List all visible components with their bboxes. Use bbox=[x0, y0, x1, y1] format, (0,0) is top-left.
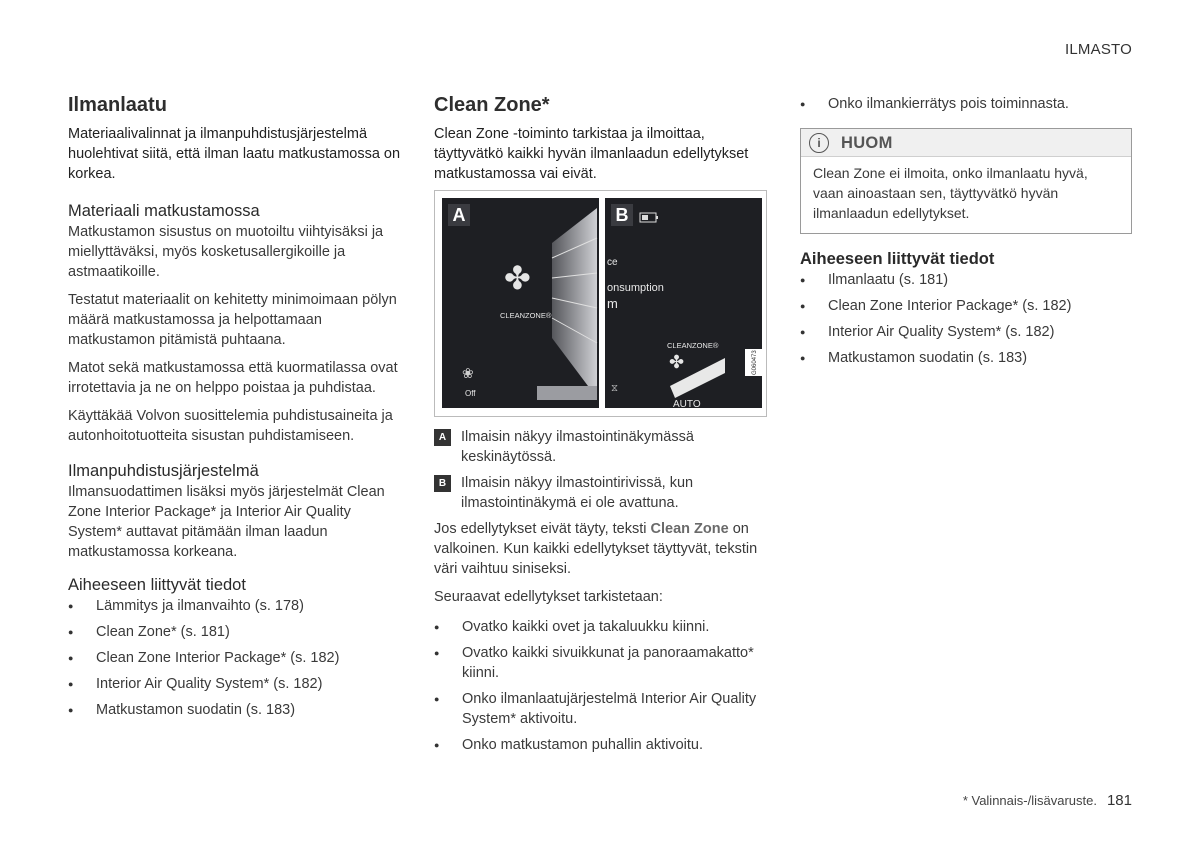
related-link[interactable]: ● Clean Zone Interior Package* (s. 182) bbox=[68, 648, 403, 668]
legend-b bbox=[434, 473, 769, 513]
column-ilmanlaatu bbox=[68, 92, 403, 726]
related-link[interactable]: ● Clean Zone* (s. 181) bbox=[68, 622, 403, 642]
fan-icon: ✤ bbox=[504, 260, 531, 296]
rear-defrost-icon: ⧖ bbox=[611, 383, 619, 394]
intro-paragraph: Materiaalivalinnat ja ilmanpuhdistusjärjestelmä huolehtivat siitä, että ilman laatu matkustamossa on korkea. bbox=[68, 126, 401, 182]
legend-tag-b: B bbox=[434, 475, 451, 492]
figure-code: G060473 bbox=[745, 349, 765, 376]
cleanzone-label-a: CLEANZONE® bbox=[500, 311, 552, 320]
paragraph: Seuraavat edellytykset tarkistetaan: bbox=[434, 589, 663, 605]
column-clean-zone bbox=[434, 92, 769, 761]
panel-tag-a: A bbox=[448, 204, 470, 226]
panel-a-climate-view bbox=[442, 198, 599, 408]
legend-tag-a: A bbox=[434, 429, 451, 446]
conditions-list bbox=[434, 617, 769, 755]
info-icon: i bbox=[809, 133, 829, 153]
paragraph: Matot sekä matkustamossa että kuormatilassa ovat irrotettavia ja ne on helppo poistaa ja puhdistaa. bbox=[68, 360, 398, 396]
related-link[interactable]: ● Interior Air Quality System* (s. 182) bbox=[68, 674, 403, 694]
related-link[interactable]: ● Clean Zone Interior Package* (s. 182) bbox=[800, 296, 1132, 316]
panel-tag-b: B bbox=[611, 204, 633, 226]
off-label: Off bbox=[465, 389, 476, 398]
condition-item: ● Onko ilmankierrätys pois toiminnasta. bbox=[800, 94, 1132, 114]
condition-item: ● Ovatko kaikki sivuikkunat ja panoraamakatto* kiinni. bbox=[434, 643, 769, 683]
auto-label: AUTO bbox=[673, 399, 701, 410]
related-link[interactable]: ● Matkustamon suodatin (s. 183) bbox=[800, 348, 1132, 368]
paragraph: Matkustamon sisustus on muotoiltu viihtyisäksi ja miellyttäväksi, myös kosketusallergikoille ja astmaatikoille. bbox=[68, 224, 384, 280]
related-link[interactable]: ● Ilmanlaatu (s. 181) bbox=[800, 270, 1132, 290]
page-number: 181 bbox=[1106, 792, 1132, 809]
text-fragment: onsumption bbox=[607, 282, 664, 294]
note-header bbox=[801, 129, 1131, 157]
note-body: Clean Zone ei ilmoita, onko ilmanlaatu hyvä, vaan ainoastaan sen, täyttyvätkö hyvän ilmanlaadun edellytykset. bbox=[813, 165, 1088, 221]
related-link[interactable]: ● Interior Air Quality System* (s. 182) bbox=[800, 322, 1132, 342]
related-heading: Aiheeseen liittyvät tiedot bbox=[800, 250, 995, 268]
legend-text-a: Ilmaisin näkyy ilmastointinäkymässä keskinäytössä. bbox=[461, 429, 694, 465]
related-list bbox=[68, 596, 403, 720]
footnote: * Valinnais-/lisävaruste. bbox=[962, 793, 1097, 808]
paragraph: Ilmansuodattimen lisäksi myös järjestelmät Clean Zone Interior Package* ja Interior Air Quality System* auttavat pitämään ilman laadun matkustamossa korkeana. bbox=[68, 484, 385, 560]
text-fragment: ce bbox=[607, 257, 618, 268]
related-list bbox=[800, 270, 1132, 368]
related-heading: Aiheeseen liittyvät tiedot bbox=[68, 576, 246, 594]
note-box bbox=[800, 128, 1132, 234]
top-bullet-list bbox=[800, 94, 1132, 114]
footer bbox=[963, 791, 1132, 811]
section-label: ILMASTO bbox=[1065, 41, 1132, 58]
text-fragment: m bbox=[607, 296, 618, 311]
column-notes bbox=[800, 94, 1132, 374]
paragraph: Käyttäkää Volvon suosittelemia puhdistusaineita ja autonhoitotuotteita sisustan puhdistamiseen. bbox=[68, 408, 393, 444]
paragraph: Jos edellytykset eivät täyty, teksti Clean Zone on valkoinen. Kun kaikki edellytykset täyttyvät, tekstin väri vaihtuu siniseksi. bbox=[434, 521, 758, 577]
cleanzone-label-b: CLEANZONE® bbox=[667, 341, 719, 350]
condition-item: ● Ovatko kaikki ovet ja takaluukku kiinni. bbox=[434, 617, 769, 637]
clean-zone-term: Clean Zone bbox=[650, 521, 729, 537]
note-title: HUOM bbox=[841, 133, 893, 152]
intro-paragraph: Clean Zone -toiminto tarkistaa ja ilmoittaa, täyttyvätkö kaikki hyvän ilmanlaadun edellytykset matkustamossa vai eivät. bbox=[434, 126, 749, 182]
related-link[interactable]: ● Matkustamon suodatin (s. 183) bbox=[68, 700, 403, 720]
fan-icon: ✤ bbox=[669, 352, 685, 372]
panel-b-graphic bbox=[605, 198, 762, 408]
paragraph: Testatut materiaalit on kehitetty minimoimaan pölyn määrä matkustamossa ja helpottamaan matkustamon pitämistä puhtaana. bbox=[68, 292, 397, 348]
related-link[interactable]: ● Lämmitys ja ilmanvaihto (s. 178) bbox=[68, 596, 403, 616]
legend-a bbox=[434, 427, 769, 467]
heading-ilmanlaatu: Ilmanlaatu bbox=[68, 94, 167, 116]
condition-item: ● Onko ilmanlaatujärjestelmä Interior Air Quality System* aktivoitu. bbox=[434, 689, 769, 729]
panel-b-climate-bar bbox=[605, 198, 762, 408]
fan-small-icon: ❀ bbox=[462, 365, 474, 381]
condition-item: ● Onko matkustamon puhallin aktivoitu. bbox=[434, 735, 769, 755]
heading-clean-zone: Clean Zone* bbox=[434, 94, 550, 116]
subheading-materiaali: Materiaali matkustamossa bbox=[68, 202, 260, 220]
legend-text-b: Ilmaisin näkyy ilmastointirivissä, kun ilmastointinäkymä ei ole avattuna. bbox=[461, 475, 694, 511]
subheading-ilmanpuhdistus: Ilmanpuhdistusjärjestelmä bbox=[68, 462, 259, 480]
clean-zone-figure bbox=[434, 190, 767, 417]
